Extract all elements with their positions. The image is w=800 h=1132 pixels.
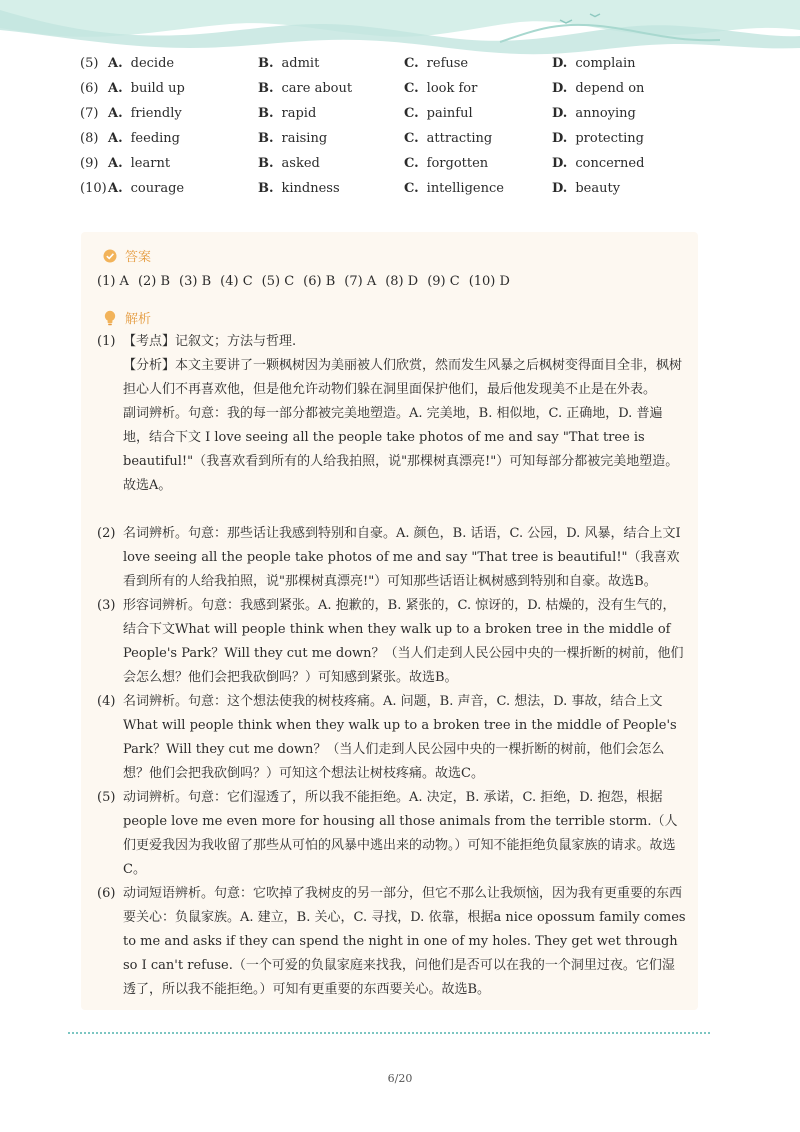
option-choice: [108, 151, 170, 176]
lightbulb-icon: [103, 310, 117, 326]
option-text: build up: [130, 81, 185, 96]
option-text: attracting: [426, 131, 493, 146]
option-text: depend on: [575, 81, 645, 96]
page-number: 6/20: [387, 1072, 413, 1085]
option-letter: D.: [552, 131, 568, 146]
option-letter: C.: [404, 181, 419, 196]
question-number: (10): [80, 181, 107, 196]
explanation-number: (1): [97, 334, 116, 349]
check-badge-icon: [103, 249, 117, 263]
explanation-number: (5): [97, 790, 116, 805]
explanation-paragraph: 名词辨析。句意：这个想法使我的树枝疼痛。A. 问题，B. 声音，C. 想法，D. 事故，结合上文What will people think when they walk up to a broken tree in the middle of People's Park？Will they cut me down？（当人们走到人民公园中央的一棵折断的树前，他们会怎么想？他们会把我砍倒吗？）可知这个想法让树枝疼痛。故选C。: [123, 694, 677, 781]
option-row: [80, 101, 720, 126]
analysis-label: 解析: [125, 312, 152, 327]
question-number: (7): [80, 106, 99, 121]
option-text: forgotten: [426, 156, 489, 171]
option-choice: [108, 176, 184, 201]
option-choice: [258, 76, 352, 101]
answer-item: (2) B: [137, 274, 171, 289]
option-text: painful: [426, 106, 473, 121]
option-choice: [404, 101, 473, 126]
explanation-body: [123, 786, 687, 882]
option-choice: [108, 76, 185, 101]
option-text: beauty: [575, 181, 621, 196]
option-text: annoying: [575, 106, 636, 121]
option-text: refuse: [426, 56, 469, 71]
option-choice: [108, 126, 180, 151]
option-letter: B.: [258, 131, 274, 146]
option-letter: B.: [258, 81, 274, 96]
answer-item: (7) A: [344, 274, 377, 289]
option-choice: [258, 51, 319, 76]
answer-item: (1) A: [97, 274, 129, 289]
option-choice: [552, 126, 644, 151]
explanation-paragraph: 名词辨析。句意：那些话让我感到特别和自豪。A. 颜色，B. 话语，C. 公园，D. 风暴，结合上文I love seeing all the people take photos of me and say "That tree is beautiful!"（我喜欢看到所有的人给我拍照，说"那棵树真漂亮!"）可知那些话语让枫树感到特别和自豪。故选B。: [123, 526, 681, 589]
explanation-block: [97, 330, 687, 498]
explanation-paragraph: 副词辨析。句意：我的每一部分都被完美地塑造。A. 完美地，B. 相似地，C. 正确地，D. 普遍地，结合下文 I love seeing all the people take photos of me and say "That tree is beautiful!"（我喜欢看到所有的人给我拍照，说"那棵树真漂亮!"）可知每部分都被完美地塑造。故选A。: [123, 406, 679, 493]
answer-list: [97, 272, 519, 292]
answer-item: (8) D: [385, 274, 419, 289]
option-text: feeding: [130, 131, 180, 146]
option-text: asked: [281, 156, 320, 171]
explanation-paragraph: 【分析】本文主要讲了一颗枫树因为美丽被人们欣赏，然而发生风暴之后枫树变得面目全非，枫树担心人们不再喜欢他，但是他允许动物们躲在洞里面保护他们，最后他发现美不止是在外表。: [123, 358, 683, 397]
question-number: (9): [80, 156, 99, 171]
answer-item: (10) D: [468, 274, 510, 289]
option-letter: A.: [108, 81, 123, 96]
answer-item: (5) C: [261, 274, 295, 289]
answer-item: (3) B: [179, 274, 212, 289]
option-text: admit: [281, 56, 320, 71]
explanation-block: [97, 690, 687, 786]
explanation-paragraph: 【考点】记叙文；方法与哲理.: [123, 334, 297, 349]
option-letter: C.: [404, 56, 419, 71]
answer-item: (9) C: [427, 274, 460, 289]
analysis-header: [103, 308, 151, 327]
answer-item: (6) B: [303, 274, 336, 289]
option-choice: [552, 101, 636, 126]
option-letter: D.: [552, 81, 568, 96]
answer-label: 答案: [125, 250, 152, 265]
explanation-number: (2): [97, 526, 116, 541]
option-text: kindness: [281, 181, 340, 196]
option-choice: [552, 76, 644, 101]
option-text: friendly: [130, 106, 182, 121]
option-choice: [404, 126, 492, 151]
option-letter: C.: [404, 131, 419, 146]
option-text: courage: [130, 181, 185, 196]
explanation-body: [123, 882, 687, 1002]
option-text: care about: [281, 81, 353, 96]
question-number: (6): [80, 81, 99, 96]
option-letter: D.: [552, 106, 568, 121]
explanation-block: [97, 522, 687, 594]
option-choice: [108, 51, 174, 76]
option-text: learnt: [130, 156, 171, 171]
option-choice: [258, 101, 316, 126]
explanation-block: [97, 594, 687, 690]
option-text: protecting: [575, 131, 644, 146]
option-text: decide: [130, 56, 175, 71]
question-number: (8): [80, 131, 99, 146]
explanation-body: [123, 330, 687, 498]
explanation-number: (4): [97, 694, 116, 709]
option-letter: D.: [552, 56, 568, 71]
option-text: raising: [281, 131, 328, 146]
answer-item: (4) C: [220, 274, 253, 289]
explanation-block: [97, 882, 687, 1002]
option-letter: B.: [258, 156, 274, 171]
answer-header: [103, 246, 151, 265]
option-letter: A.: [108, 131, 123, 146]
explanation-body: [123, 594, 687, 690]
explanation-body: [123, 522, 687, 594]
option-letter: B.: [258, 56, 274, 71]
footer-divider: [68, 1032, 710, 1034]
explanation-paragraph: 动词辨析。句意：它们湿透了，所以我不能拒绝。A. 决定，B. 承诺，C. 拒绝，D. 抱怨，根据people love me even more for housing all those animals from the terrible storm.（人们更爱我因为我收留了那些从可怕的风暴中逃出来的动物。）可知不能拒绝负鼠家族的请求。故选C。: [123, 790, 678, 877]
option-choice: [258, 126, 327, 151]
option-letter: D.: [552, 181, 568, 196]
option-choice: [404, 176, 504, 201]
option-letter: A.: [108, 106, 123, 121]
option-letter: A.: [108, 56, 123, 71]
option-choice: [552, 51, 636, 76]
question-number: (5): [80, 56, 99, 71]
choice-options: [80, 51, 720, 201]
option-choice: [552, 176, 620, 201]
explanation-number: (6): [97, 886, 116, 901]
option-text: look for: [426, 81, 478, 96]
explanation-paragraph: 动词短语辨析。句意：它吹掉了我树皮的另一部分，但它不那么让我烦恼，因为我有更重要的东西要关心：负鼠家族。A. 建立，B. 关心，C. 寻找，D. 依靠，根据a nice opossum family comes to me and asks if they can spend the night in one of my holes. They get wet through so I can't refuse.（一个可爱的负鼠家庭来找我，问他们是否可以在我的一个洞里过夜。它们湿透了，所以我不能拒绝。）可知有更重要的东西要关心。故选B。: [123, 886, 686, 997]
option-row: [80, 51, 720, 76]
option-letter: C.: [404, 81, 419, 96]
option-choice: [404, 51, 468, 76]
option-choice: [258, 176, 340, 201]
option-letter: B.: [258, 106, 274, 121]
option-row: [80, 176, 720, 201]
option-letter: C.: [404, 156, 419, 171]
explanation-number: (3): [97, 598, 116, 613]
option-text: complain: [575, 56, 636, 71]
option-text: intelligence: [426, 181, 504, 196]
option-letter: D.: [552, 156, 568, 171]
option-letter: A.: [108, 156, 123, 171]
option-text: rapid: [281, 106, 317, 121]
answer-panel: [81, 232, 698, 1010]
explanation-block: [97, 786, 687, 882]
option-choice: [552, 151, 644, 176]
option-choice: [404, 151, 488, 176]
option-choice: [404, 76, 477, 101]
option-letter: B.: [258, 181, 274, 196]
explanation-paragraph: 形容词辨析。句意：我感到紧张。A. 抱歉的，B. 紧张的，C. 惊讶的，D. 枯燥的，没有生气的，结合下文What will people think when they walk up to a broken tree in the middle of People's Park？Will they cut me down？（当人们走到人民公园中央的一棵折断的树前，他们会怎么想？他们会把我砍倒吗？）可知感到紧张。故选B。: [123, 598, 684, 685]
option-letter: A.: [108, 181, 123, 196]
explanation-body: [123, 690, 687, 786]
option-text: concerned: [575, 156, 645, 171]
option-choice: [108, 101, 182, 126]
option-row: [80, 126, 720, 151]
option-letter: C.: [404, 106, 419, 121]
option-row: [80, 151, 720, 176]
option-choice: [258, 151, 320, 176]
option-row: [80, 76, 720, 101]
